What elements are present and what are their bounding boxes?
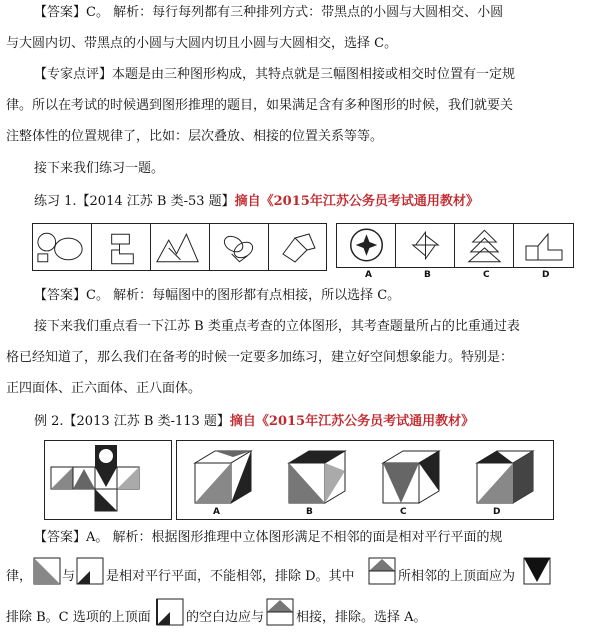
exercise1-heading [34, 193, 479, 211]
question-cell-4 [210, 224, 269, 270]
inline-face-corner-black-2 [156, 598, 184, 626]
comment-line-1: 【专家点评】本题是由三种图形构成，其特点就是三幅图相接或相交时位置有一定规 [34, 67, 516, 82]
example2-answer-line-2b: 与 [62, 569, 76, 584]
exercise1-options-strip [336, 223, 574, 268]
exercise1-option-b-label: B [424, 270, 431, 280]
example2-option-b-figure[interactable] [271, 441, 365, 519]
answer-line-2: 与大圆内切、带黑点的小圆与大圆内切且小圆与大圆相交，选择 C。 [6, 36, 398, 51]
example2-answer-line-3b: 的空白边应与 [186, 610, 265, 625]
exercise1-answer: 【答案】C。 解析：每幅图中的图形都有点相接，所以选择 C。 [34, 288, 401, 303]
example2-option-c-label: C [400, 507, 407, 517]
exercise1-question-strip [32, 223, 327, 271]
example2-answer-line-2a: 律， [6, 569, 33, 584]
example2-option-d-label: D [493, 507, 501, 517]
solid-intro-line-2: 格已经知道了，那么我们在备考的时候一定要多加练习，建立好空间想象能力。特别是： [6, 350, 514, 365]
exercise1-option-d-label: D [542, 270, 550, 280]
option-a-figure[interactable] [337, 224, 396, 267]
example2-option-a-figure[interactable] [177, 441, 271, 519]
example2-option-b-label: B [306, 507, 313, 517]
example2-answer-line-2c: 是相对平行平面，不能相邻，排除 D。其中 [106, 569, 355, 584]
example2-prefix: 例 2.【2013 江苏 B 类-113 题】 [34, 414, 230, 429]
comment-line-2: 律。所以在考试的时候遇到图形推理的题目，如果满足含有多种图形的时候，我们就要关 [6, 98, 514, 113]
example2-option-d-figure[interactable] [459, 441, 553, 519]
option-d-figure[interactable] [514, 224, 573, 267]
solid-intro-line-3: 正四面体、正六面体、正八面体。 [6, 381, 202, 396]
example2-answer-line-2d: 所相邻的上顶面应为 [398, 569, 516, 584]
example2-answer-line-1: 【答案】A。 解析：根据图形推理中立体图形满足不相邻的面是相对平行平面的规 [34, 530, 503, 545]
solid-intro-line-1: 接下来我们重点看一下江苏 B 类重点考查的立体图形，其考查题量所占的比重通过表 [34, 319, 520, 334]
example2-answer-line-3a: 排除 B。C 选项的上顶面 [6, 610, 151, 625]
question-cell-1 [33, 224, 92, 270]
exercise1-prefix: 练习 1.【2014 江苏 B 类-53 题】 [34, 194, 235, 209]
exercise1-option-a-label: A [365, 270, 372, 280]
inline-face-black-triangle [523, 557, 551, 585]
answer-line-1: 【答案】C。 解析：每行每列都有三种排列方式：带黑点的小圆与大圆相交、小圆 [34, 5, 504, 20]
example2-heading [34, 413, 474, 431]
option-c-figure[interactable] [455, 224, 514, 267]
option-b-figure[interactable] [396, 224, 455, 267]
inline-face-triangle [368, 557, 396, 585]
question-cell-5 [269, 224, 326, 270]
comment-line-3: 注整体性的位置规律了，比如：层次叠放、相接的位置关系等等。 [6, 129, 384, 144]
question-cell-3 [151, 224, 210, 270]
inline-face-triangle-2 [266, 598, 294, 626]
inline-face-corner-black [76, 557, 104, 585]
example2-option-c-figure[interactable] [365, 441, 459, 519]
exercise1-source: 摘自《2015年江苏公务员考试通用教材》 [234, 194, 479, 209]
question-cell-2 [92, 224, 151, 270]
inline-face-diagonal-grey [33, 557, 61, 585]
example2-net-figure [44, 440, 172, 520]
example2-option-a-label: A [213, 507, 220, 517]
example2-source: 摘自《2015年江苏公务员考试通用教材》 [229, 414, 475, 429]
example2-answer-line-3c: 相接，排除。选择 A。 [296, 610, 427, 625]
exercise1-option-c-label: C [483, 270, 490, 280]
intro-line: 接下来我们练习一题。 [34, 161, 165, 176]
